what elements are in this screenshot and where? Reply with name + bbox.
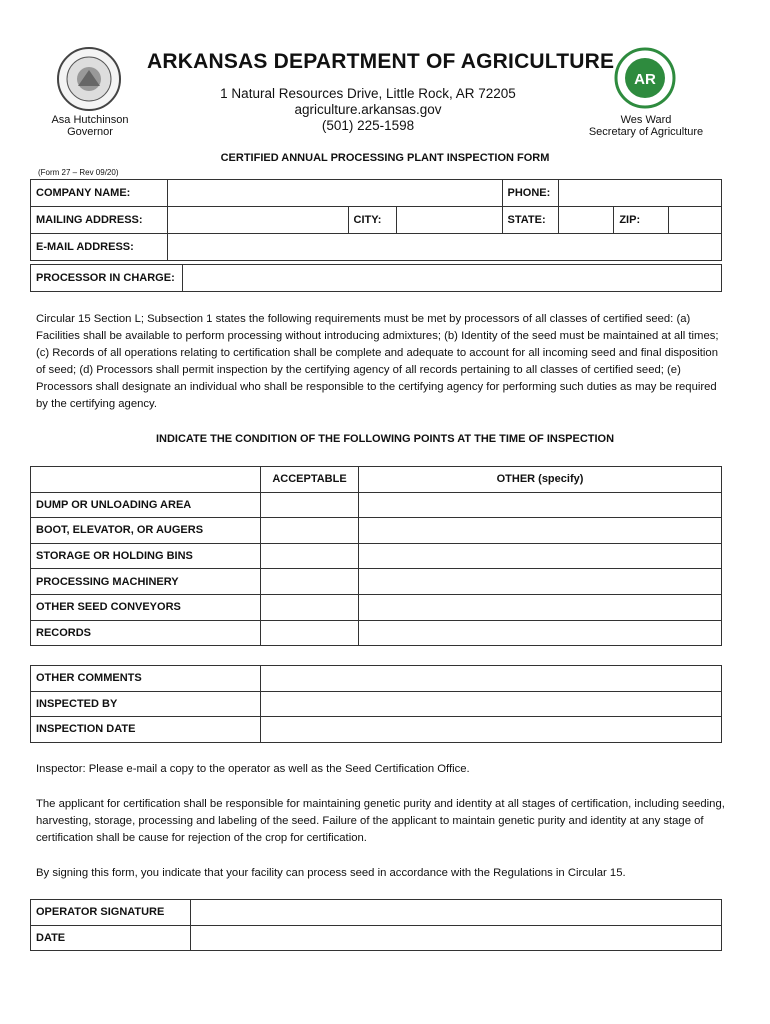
governor-name: Asa Hutchinson [51,114,129,126]
signature-date-field[interactable] [191,925,722,951]
condition-label: DUMP OR UNLOADING AREA [31,492,261,518]
condition-label: BOOT, ELEVATOR, OR AUGERS [31,518,261,544]
table-row [31,691,722,717]
company-info-table [30,179,722,261]
condition-label: RECORDS [31,620,261,646]
table-row [31,925,722,951]
inspector-note: Inspector: Please e-mail a copy to the operator as well as the Seed Certification Office. [36,763,470,775]
conditions-corner [31,467,261,493]
conditions-table [30,466,722,646]
acceptable-cell[interactable] [261,543,359,569]
acceptable-header: ACCEPTABLE [261,467,359,493]
acceptable-cell[interactable] [261,620,359,646]
table-row [31,717,722,743]
other-cell[interactable] [359,518,722,544]
acceptable-cell[interactable] [261,569,359,595]
other-cell[interactable] [359,492,722,518]
acceptable-cell[interactable] [261,594,359,620]
email-label: E-MAIL ADDRESS: [31,234,168,261]
secretary-name: Wes Ward [620,114,672,126]
inspection-table [30,665,722,743]
zip-field[interactable] [669,207,722,234]
inspection-date-field[interactable] [261,717,722,743]
mailing-address-label: MAILING ADDRESS: [31,207,168,234]
table-row [31,594,722,620]
department-title: ARKANSAS DEPARTMENT OF AGRICULTURE [147,50,615,73]
city-label: CITY: [348,207,397,234]
phone-label: PHONE: [502,180,559,207]
phone-field[interactable] [559,180,722,207]
table-row [31,569,722,595]
inspection-date-label: INSPECTION DATE [31,717,261,743]
signing-note: By signing this form, you indicate that your facility can process seed in accordance with the Regulations in Circular 15. [36,867,626,879]
signature-date-label: DATE [31,925,191,951]
form-title: CERTIFIED ANNUAL PROCESSING PLANT INSPECTION FORM [220,152,550,164]
table-row [31,900,722,926]
agriculture-logo-icon [614,47,676,109]
table-row [31,543,722,569]
governor-block [40,114,140,138]
city-field[interactable] [397,207,502,234]
mailing-address-field[interactable] [168,207,348,234]
form-revision: (Form 27 – Rev 09/20) [38,168,119,177]
department-phone: (501) 225-1598 [321,118,415,133]
department-website: agriculture.arkansas.gov [294,102,442,117]
table-row [31,666,722,692]
state-seal-icon [56,46,122,112]
signature-table [30,899,722,951]
company-name-field[interactable] [168,180,502,207]
table-row [31,518,722,544]
applicant-note: The applicant for certification shall be responsible for maintaining genetic purity and identity at all stages of certification, including seeding, harvesting, storage, processing and labeling of the seed. Failure of the applicant to maintain genetic purity and identity at any stage of certification shall be cause for rejection of the crop for certification. [36,798,725,844]
state-field[interactable] [559,207,614,234]
other-cell[interactable] [359,620,722,646]
other-header: OTHER (specify) [359,467,722,493]
table-row [31,492,722,518]
state-label: STATE: [502,207,559,234]
other-cell[interactable] [359,569,722,595]
other-comments-field[interactable] [261,666,722,692]
inspected-by-field[interactable] [261,691,722,717]
conditions-heading: INDICATE THE CONDITION OF THE FOLLOWING POINTS AT THE TIME OF INSPECTION [155,433,615,445]
secretary-block [578,114,714,138]
operator-signature-field[interactable] [191,900,722,926]
department-address: 1 Natural Resources Drive, Little Rock, AR 72205 [220,86,516,101]
acceptable-cell[interactable] [261,492,359,518]
other-cell[interactable] [359,543,722,569]
logo-text: AR [634,71,656,88]
secretary-title: Secretary of Agriculture [588,126,704,138]
processor-field[interactable] [183,265,722,292]
email-field[interactable] [168,234,722,261]
table-row [31,620,722,646]
condition-label: PROCESSING MACHINERY [31,569,261,595]
inspected-by-label: INSPECTED BY [31,691,261,717]
condition-label: OTHER SEED CONVEYORS [31,594,261,620]
operator-signature-label: OPERATOR SIGNATURE [31,900,191,926]
zip-label: ZIP: [614,207,669,234]
company-name-label: COMPANY NAME: [31,180,168,207]
acceptable-cell[interactable] [261,518,359,544]
condition-label: STORAGE OR HOLDING BINS [31,543,261,569]
processor-table [30,264,722,292]
governor-title: Governor [67,126,113,138]
other-cell[interactable] [359,594,722,620]
intro-paragraph: Circular 15 Section L; Subsection 1 states the following requirements must be met by processors of all classes of certified seed: (a) Facilities shall be available to perform processing without introducing admixtures; (b) Identity of the seed must be maintained at all times; (c) Records of all operations relating to certification shall be complete and adequate to account for all incoming seed and final disposition of seed; (d) Processors shall permit inspection by the certifying agency of all records pertaining to all classes of certified seed; (e) Processors shall designate an individual who shall be responsible to the certifying agency for performing such duties as may be required by the certifying agency. [36,313,719,410]
other-comments-label: OTHER COMMENTS [31,666,261,692]
processor-label: PROCESSOR IN CHARGE: [31,265,183,292]
